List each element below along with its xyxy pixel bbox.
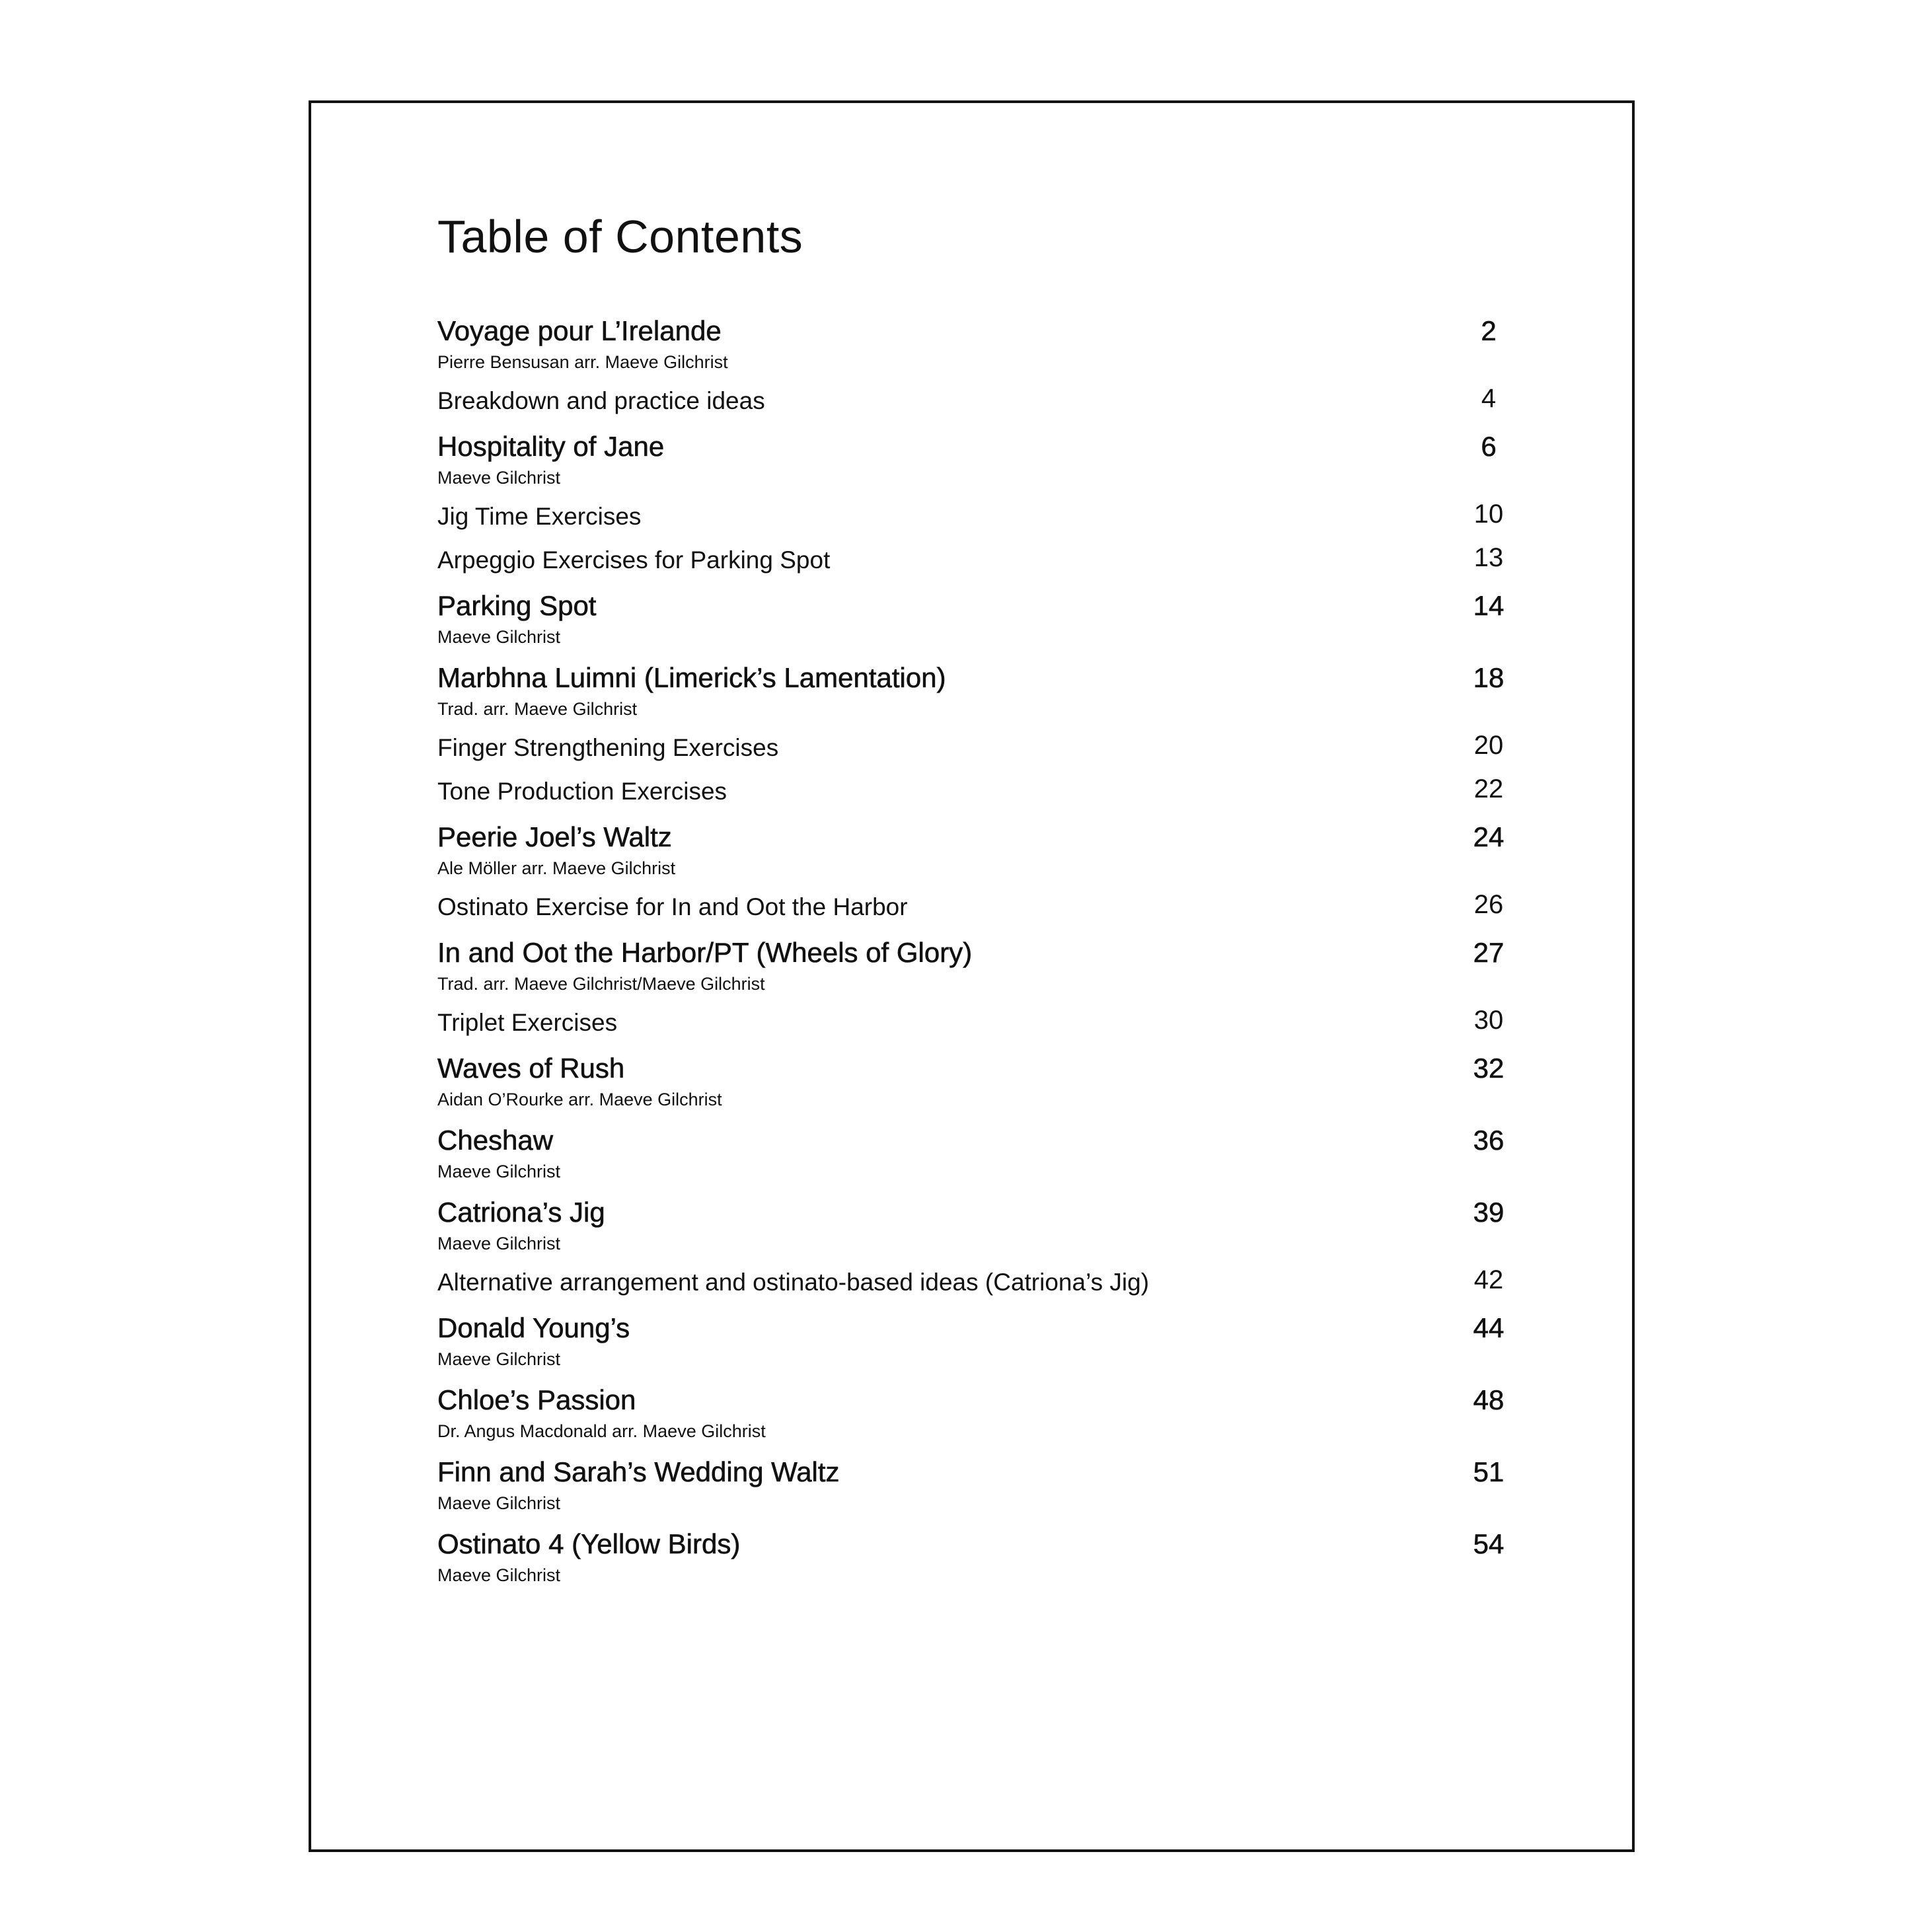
toc-entry[interactable] [437, 1526, 1521, 1598]
toc-page-number: 30 [1473, 1006, 1504, 1035]
toc-entry-title: In and Oot the Harbor/PT (Wheels of Glory) [437, 937, 973, 968]
toc-page-number: 36 [1473, 1125, 1505, 1156]
toc-subentry[interactable] [437, 544, 1521, 587]
toc-subentry[interactable] [437, 385, 1521, 428]
toc-entry-title: Ostinato Exercise for In and Oot the Harbor [437, 893, 908, 920]
toc-page-number: 32 [1473, 1053, 1505, 1084]
toc-entry[interactable] [437, 428, 1521, 500]
toc-entry-credit: Ale Möller arr. Maeve Gilchrist [437, 858, 676, 878]
toc-subentry[interactable] [437, 500, 1521, 544]
toc-entry[interactable] [437, 587, 1521, 659]
toc-entry-title: Waves of Rush [437, 1053, 625, 1084]
toc-entry-credit: Dr. Angus Macdonald arr. Maeve Gilchrist [437, 1421, 766, 1441]
toc-entry-title: Voyage pour L’Irelande [437, 315, 722, 346]
toc-entry-credit: Maeve Gilchrist [437, 627, 561, 647]
toc-entry[interactable] [437, 313, 1521, 385]
toc-entry-title: Donald Young’s [437, 1312, 630, 1343]
toc-page-number: 2 [1481, 315, 1497, 346]
toc-entry-title: Hospitality of Jane [437, 431, 665, 462]
toc-entry[interactable] [437, 934, 1521, 1006]
toc-entry-title: Peerie Joel’s Waltz [437, 821, 672, 852]
toc-page-number: 39 [1473, 1197, 1505, 1228]
toc-page-number: 13 [1473, 543, 1504, 572]
page-title: Table of Contents [437, 211, 803, 262]
toc-entry-credit: Pierre Bensusan arr. Maeve Gilchrist [437, 352, 728, 372]
toc-entry[interactable] [437, 819, 1521, 891]
toc-entry-credit: Trad. arr. Maeve Gilchrist [437, 699, 638, 719]
toc-entry-title: Jig Time Exercises [437, 503, 642, 530]
toc-page-number: 51 [1473, 1456, 1505, 1487]
toc-entry[interactable] [437, 1194, 1521, 1266]
toc-entry-title: Finn and Sarah’s Wedding Waltz [437, 1456, 840, 1487]
toc-page-number: 27 [1473, 937, 1505, 968]
toc-page-number: 20 [1473, 731, 1504, 760]
toc-entry-credit: Maeve Gilchrist [437, 1234, 561, 1253]
toc-entry-title: Finger Strengthening Exercises [437, 734, 779, 761]
toc-page-number: 48 [1473, 1384, 1505, 1415]
toc-entry-title: Chloe’s Passion [437, 1384, 636, 1415]
toc-page-number: 4 [1481, 384, 1497, 413]
toc-entry[interactable] [437, 1310, 1521, 1382]
toc-entry-credit: Maeve Gilchrist [437, 1565, 561, 1585]
toc-subentry[interactable] [437, 731, 1521, 775]
toc-entry[interactable] [437, 1122, 1521, 1194]
toc-content [437, 205, 1521, 1585]
toc-entry-credit: Maeve Gilchrist [437, 1162, 561, 1181]
toc-page-number: 10 [1473, 500, 1504, 529]
toc-entry-credit: Maeve Gilchrist [437, 1493, 561, 1513]
toc-page-number: 24 [1473, 821, 1505, 852]
toc-entry[interactable] [437, 1454, 1521, 1526]
toc-subentry[interactable] [437, 1006, 1521, 1050]
toc-entry[interactable] [437, 1050, 1521, 1122]
toc-entry-title: Breakdown and practice ideas [437, 387, 765, 414]
toc-page-number: 26 [1473, 890, 1504, 919]
toc-page-number: 54 [1473, 1528, 1505, 1559]
toc-subentry[interactable] [437, 891, 1521, 934]
toc-entry-credit: Aidan O’Rourke arr. Maeve Gilchrist [437, 1090, 722, 1109]
toc-page-number: 44 [1473, 1312, 1505, 1343]
toc-entry-title: Cheshaw [437, 1125, 554, 1156]
toc-entry-title: Triplet Exercises [437, 1009, 618, 1036]
toc-subentry[interactable] [437, 1266, 1521, 1310]
toc-entry-title: Catriona’s Jig [437, 1197, 605, 1228]
toc-entry-title: Marbhna Luimni (Limerick’s Lamentation) [437, 662, 946, 693]
toc-entry-credit: Maeve Gilchrist [437, 468, 561, 488]
toc-entry-credit: Trad. arr. Maeve Gilchrist/Maeve Gilchrist [437, 974, 765, 994]
toc-list [437, 313, 1521, 1598]
toc-entry[interactable] [437, 659, 1521, 731]
toc-entry-title: Alternative arrangement and ostinato-based ideas (Catriona’s Jig) [437, 1269, 1150, 1296]
toc-entry[interactable] [437, 1382, 1521, 1454]
toc-page-number: 42 [1473, 1265, 1504, 1294]
toc-page-number: 6 [1481, 431, 1497, 462]
toc-page-number: 14 [1473, 590, 1505, 621]
toc-entry-title: Parking Spot [437, 590, 597, 621]
toc-entry-credit: Maeve Gilchrist [437, 1349, 561, 1369]
toc-entry-title: Ostinato 4 (Yellow Birds) [437, 1528, 741, 1559]
toc-entry-title: Tone Production Exercises [437, 778, 727, 805]
toc-subentry[interactable] [437, 775, 1521, 819]
toc-entry-title: Arpeggio Exercises for Parking Spot [437, 546, 831, 574]
toc-page-number: 22 [1473, 774, 1504, 803]
toc-page-number: 18 [1473, 662, 1505, 693]
